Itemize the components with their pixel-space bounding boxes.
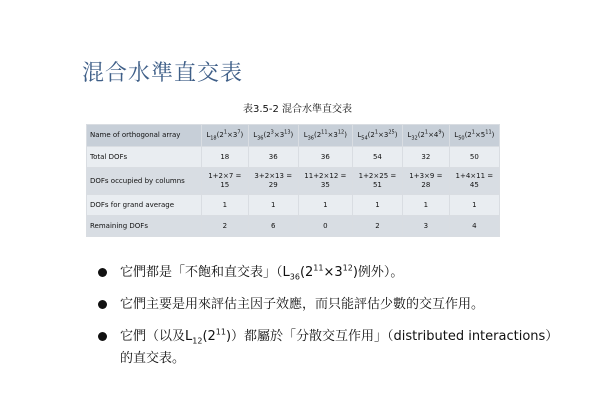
header-label-cell: Name of orthogonal array [87, 125, 202, 147]
table-cell: 1 [248, 195, 298, 216]
bullet-dot-icon [98, 268, 107, 277]
table-cell: 36 [248, 147, 298, 168]
table-cell: 32 [403, 147, 450, 168]
column-header-4: $L_{54}(2^1\times 3^{25})$ [352, 125, 402, 147]
table-cell: 54 [352, 147, 402, 168]
table-cell: 1+2×7 = 15 [202, 168, 249, 195]
table-cell: 2 [202, 216, 249, 237]
table-cell: 18 [202, 147, 249, 168]
table-cell: 1+4×11 = 45 [449, 168, 499, 195]
table-cell: 1 [352, 195, 402, 216]
table-row [87, 195, 500, 216]
table-cell: 0 [298, 216, 352, 237]
column-header-1: $L_{18}(2^1\times 3^7)$ [202, 125, 249, 147]
bullet-item: 它們主要是用來評估主因子效應，而只能評估少數的交互作用。 [98, 294, 568, 316]
bullet-dot-icon [98, 300, 107, 309]
table-cell: 6 [248, 216, 298, 237]
table-cell: 2 [352, 216, 402, 237]
page-title: 混合水準直交表 [82, 61, 244, 86]
table-cell: 1+3×9 = 28 [403, 168, 450, 195]
bullet-item: 它們都是「不飽和直交表」（$L_{36}(2^{11}\times 3^{12})$例外）。 [98, 262, 568, 284]
table-caption: 表3.5-2 混合水準直交表 [242, 104, 353, 115]
column-header-6: $L_{50}(2^1\times 5^{11})$ [449, 125, 499, 147]
column-header-5: $L_{32}(2^1\times 4^9)$ [403, 125, 450, 147]
bullet-dot-icon [98, 332, 107, 341]
table-header-row [87, 125, 500, 147]
row-label: Remaining DOFs [87, 216, 202, 237]
table-cell: 3+2×13 = 29 [248, 168, 298, 195]
bullet-list [98, 262, 568, 380]
bullet-item: 它們（以及$L_{12}(2^{11})$）都屬於「分散交互作用」（distributed interactions）的直交表。 [98, 326, 568, 370]
table-row [87, 147, 500, 168]
row-label: DOFs occupied by columns [87, 168, 202, 195]
table-row [87, 168, 500, 195]
table-row [87, 216, 500, 237]
table-cell: 1 [202, 195, 249, 216]
table-cell: 1+2×25 = 51 [352, 168, 402, 195]
orthogonal-array-table [86, 124, 500, 237]
column-header-3: $L_{36}(2^{11}\times 3^{12})$ [298, 125, 352, 147]
table-cell: 11+2×12 = 35 [298, 168, 352, 195]
table-cell: 1 [298, 195, 352, 216]
row-label: Total DOFs [87, 147, 202, 168]
table-cell: 1 [449, 195, 499, 216]
row-label: DOFs for grand average [87, 195, 202, 216]
table-cell: 1 [403, 195, 450, 216]
column-header-2: $L_{36}(2^3\times 3^{13})$ [248, 125, 298, 147]
table-cell: 36 [298, 147, 352, 168]
table-cell: 50 [449, 147, 499, 168]
table-cell: 4 [449, 216, 499, 237]
table-cell: 3 [403, 216, 450, 237]
